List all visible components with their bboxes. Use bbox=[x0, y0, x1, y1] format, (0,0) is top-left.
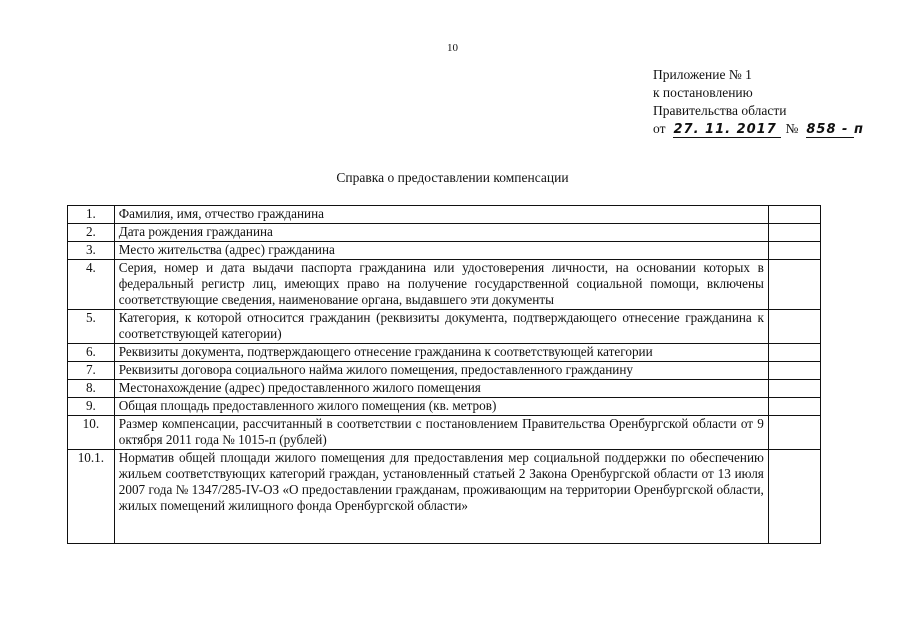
table-row bbox=[68, 450, 821, 544]
number-prefix: № bbox=[785, 121, 799, 136]
row-label: Место жительства (адрес) гражданина bbox=[114, 242, 768, 260]
table-row bbox=[68, 362, 821, 380]
row-label: Реквизиты документа, подтверждающего отнесение гражданина к соответствующей категории bbox=[114, 344, 768, 362]
row-number: 4. bbox=[68, 260, 115, 310]
row-value-cell bbox=[768, 362, 820, 380]
row-number: 6. bbox=[68, 344, 115, 362]
row-label: Категория, к которой относится гражданин (реквизиты документа, подтверждающего отнесение гражданина к соответствующей категории) bbox=[114, 310, 768, 344]
table-row bbox=[68, 344, 821, 362]
row-value-cell bbox=[768, 224, 820, 242]
row-value-cell bbox=[768, 450, 820, 544]
table-row bbox=[68, 224, 821, 242]
appendix-line-1: Приложение № 1 bbox=[653, 67, 752, 82]
row-value-cell bbox=[768, 416, 820, 450]
row-label: Местонахождение (адрес) предоставленного жилого помещения bbox=[114, 380, 768, 398]
row-label: Реквизиты договора социального найма жилого помещения, предоставленного гражданину bbox=[114, 362, 768, 380]
row-number: 5. bbox=[68, 310, 115, 344]
row-value-cell bbox=[768, 260, 820, 310]
handwritten-date: 27. 11. 2017 bbox=[673, 123, 781, 138]
row-number: 8. bbox=[68, 380, 115, 398]
document-title: Справка о предоставлении компенсации bbox=[336, 170, 569, 185]
row-value-cell bbox=[768, 242, 820, 260]
row-value-cell bbox=[768, 310, 820, 344]
row-number: 10. bbox=[68, 416, 115, 450]
table-row bbox=[68, 206, 821, 224]
table-row bbox=[68, 416, 821, 450]
table-row bbox=[68, 242, 821, 260]
row-label: Норматив общей площади жилого помещения для предоставления мер социальной поддержки по обеспечению жильем соответствующих категорий граждан, установленный статьей 2 Закона Оренбургской области от 13 июля 2007 года № 1347/285-IV-ОЗ «О предоставлении гражданам, проживающим на территории Оренбургской области, жилых помещений жилищного фонда Оренбургской области» bbox=[114, 450, 768, 544]
row-number: 10.1. bbox=[68, 450, 115, 544]
handwritten-number: 858 - п bbox=[806, 122, 864, 137]
appendix-block bbox=[653, 66, 864, 138]
row-label: Фамилия, имя, отчество гражданина bbox=[114, 206, 768, 224]
table-row bbox=[68, 398, 821, 416]
row-number: 2. bbox=[68, 224, 115, 242]
row-number: 3. bbox=[68, 242, 115, 260]
appendix-line-3: Правительства области bbox=[653, 103, 787, 118]
appendix-date-line bbox=[653, 120, 864, 138]
row-number: 1. bbox=[68, 206, 115, 224]
row-value-cell bbox=[768, 206, 820, 224]
appendix-line-2: к постановлению bbox=[653, 85, 753, 100]
date-prefix: от bbox=[653, 121, 666, 136]
row-number: 9. bbox=[68, 398, 115, 416]
row-label: Дата рождения гражданина bbox=[114, 224, 768, 242]
compensation-table bbox=[67, 205, 821, 544]
page-number: 10 bbox=[447, 42, 458, 54]
row-number: 7. bbox=[68, 362, 115, 380]
row-value-cell bbox=[768, 344, 820, 362]
row-label: Общая площадь предоставленного жилого помещения (кв. метров) bbox=[114, 398, 768, 416]
table-row bbox=[68, 310, 821, 344]
table-row bbox=[68, 380, 821, 398]
row-label: Серия, номер и дата выдачи паспорта гражданина или удостоверения личности, на основании которых в федеральный регистр лиц, имеющих право на получение государственной социальной помощи, включены соответствующие сведения, наименование органа, выдавшего эти документы bbox=[114, 260, 768, 310]
row-value-cell bbox=[768, 380, 820, 398]
row-label: Размер компенсации, рассчитанный в соответствии с постановлением Правительства Оренбургской области от 9 октября 2011 года № 1015-п (рублей) bbox=[114, 416, 768, 450]
table-row bbox=[68, 260, 821, 310]
row-value-cell bbox=[768, 398, 820, 416]
